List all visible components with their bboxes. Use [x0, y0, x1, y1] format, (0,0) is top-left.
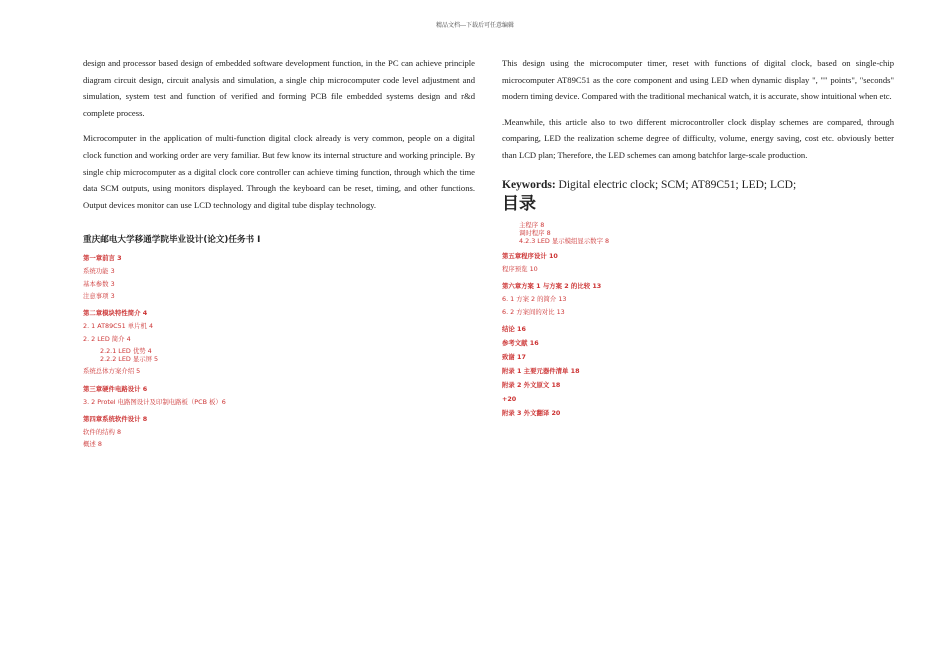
toc-section-entry[interactable]: 6. 2 方案间的对比 13	[502, 307, 565, 316]
toc-chapter-entry[interactable]: 第六章方案 1 与方案 2 的比较 13	[502, 282, 602, 291]
toc-chapter-entry[interactable]: 第五章程序设计 10	[502, 252, 558, 261]
right-column	[502, 55, 894, 420]
keywords-text: Digital electric clock; SCM; AT89C51; LED; LCD;	[558, 178, 797, 191]
toc-chapter-entry[interactable]: 第四章系统软件设计 8	[83, 414, 148, 423]
toc-chapter-entry[interactable]: 参考文献 16	[502, 339, 539, 348]
keywords-line	[502, 178, 894, 192]
toc-section-entry[interactable]: 主程序 8	[519, 220, 545, 229]
toc-section-entry[interactable]: 2. 1 AT89C51 单片机 4	[83, 322, 154, 331]
toc-section-entry[interactable]: 3. 2 Protel 电路图设计及印制电路板（PCB 板）6	[83, 397, 226, 406]
abstract-paragraph: This design using the microcomputer timer, reset with functions of digital clock, based on single-chip microcomputer AT89C51 as the core component and using LED when dynamic display ", "" points", "seconds" modern timing device. Compared with the traditional mechanical watch, it is accurate, show intuitional when etc.	[502, 58, 894, 102]
toc-section-entry[interactable]: 6. 1 方案 2 的简介 13	[502, 295, 567, 304]
toc-heading: 目录	[502, 193, 536, 214]
toc-section-entry[interactable]: 程序预览 10	[502, 265, 538, 274]
toc-section-entry[interactable]: 4.2.3 LED 显示模组显示数字 8	[519, 236, 610, 245]
toc-section-entry[interactable]: 软件的结构 8	[83, 427, 122, 436]
abstract-paragraph: .Meanwhile, this article also to two different microcontroller clock display schemes are compared, through comparing, LED the realization scheme degree of difficulty, volume, energy saving, cost etc. obviously better than LCD plan; Therefore, the LED schemes can among batchfor large-scale production.	[502, 116, 894, 160]
toc-section-entry[interactable]: 基本参数 3	[83, 279, 115, 288]
task-book-title: 重庆邮电大学移通学院毕业设计(论文)任务书 I	[83, 235, 261, 246]
toc-section-entry[interactable]: 调时程序 8	[519, 228, 551, 237]
toc-chapter-entry[interactable]: 第三章硬件电路设计 6	[83, 384, 148, 393]
toc-section-entry[interactable]: 概述 8	[83, 440, 102, 449]
toc-list-left	[83, 252, 475, 450]
toc-section-entry[interactable]: 2.2.2 LED 显示屏 5	[100, 355, 159, 364]
left-column	[83, 55, 475, 450]
toc-chapter-entry[interactable]: 结论 16	[502, 325, 526, 334]
toc-chapter-entry[interactable]: 第一章前言 3	[83, 254, 122, 263]
toc-chapter-entry[interactable]: +20	[502, 395, 517, 404]
toc-chapter-entry[interactable]: 附录 1 主要元器件清单 18	[502, 367, 580, 376]
toc-chapter-entry[interactable]: 附录 3 外文翻译 20	[502, 409, 561, 418]
keywords-label: Keywords:	[502, 178, 556, 191]
abstract-paragraph: design and processor based design of embedded software development function, in the PC can achieve principle diagram circuit design, circuit analysis and simulation, a single chip microcomputer code level adjustment and simulation, system test and function of verified and forming PCB file embedded systems design and r&d complete process.	[83, 58, 475, 118]
toc-section-entry[interactable]: 2.2.1 LED 优势 4	[100, 346, 152, 355]
toc-section-entry[interactable]: 注意事项 3	[83, 291, 115, 300]
toc-chapter-entry[interactable]: 第二章模块特性简介 4	[83, 309, 148, 318]
abstract-paragraph: Microcomputer in the application of multi-function digital clock already is very common, people on a digital clock function and working order are very familiar. But few know its internal structure and working principle. By single chip microcomputer as a digital clock core controller can achieve timing function, through which the time data SCM outputs, using monitors displayed. Through the keyboard can be reset, timing, and other functions. Output devices monitor can use LCD technology and digital tube display technology.	[83, 133, 475, 210]
toc-chapter-entry[interactable]: 致谢 17	[502, 353, 526, 362]
toc-section-entry[interactable]: 2. 2 LED 简介 4	[83, 334, 131, 343]
page-header: 精品文档---下载后可任意编辑	[436, 23, 514, 29]
toc-section-entry[interactable]: 系统功能 3	[83, 267, 115, 276]
toc-chapter-entry[interactable]: 附录 2 外文原文 18	[502, 381, 561, 390]
toc-section-entry[interactable]: 系统总体方案介绍 5	[83, 367, 141, 376]
toc-list-right	[502, 221, 894, 421]
